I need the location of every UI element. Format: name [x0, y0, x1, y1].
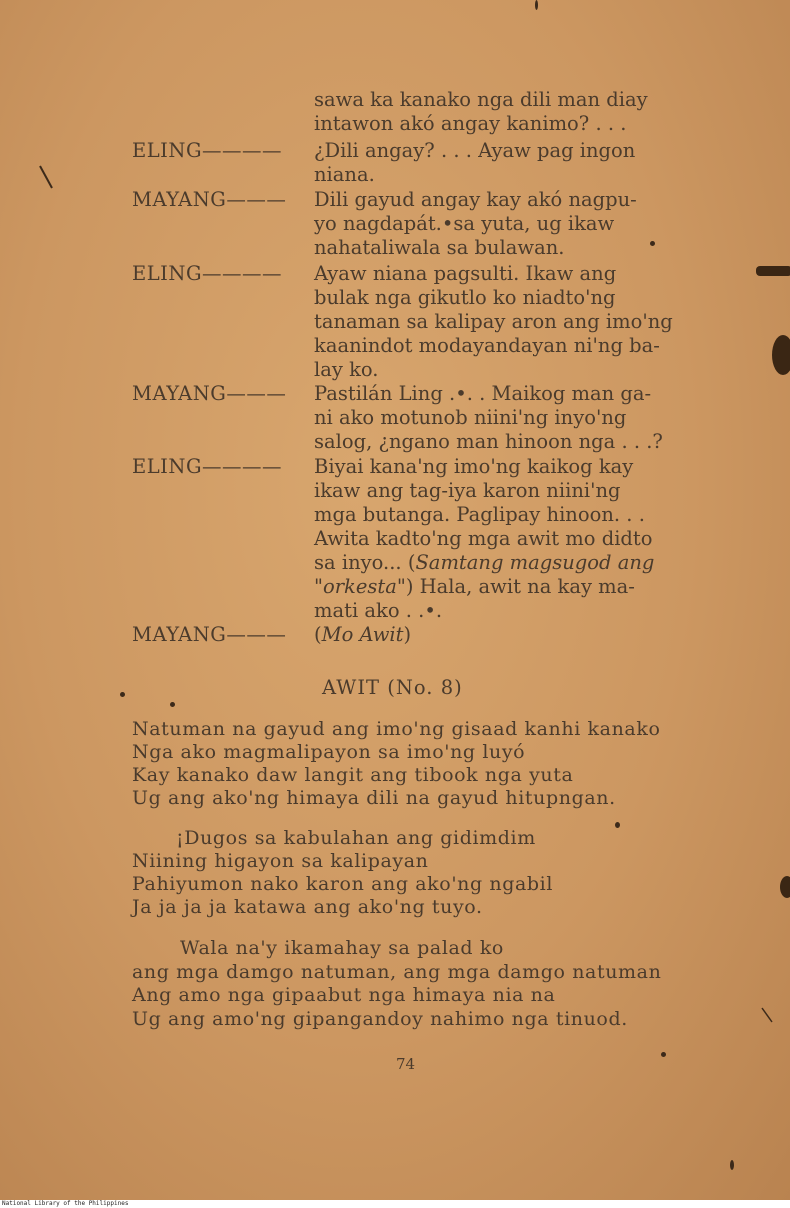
ink-speck: [730, 1160, 734, 1170]
speaker-name: ELING————: [132, 262, 283, 285]
line-text: ": [314, 575, 323, 598]
poem-line: Nga ako magmalipayon sa imo'ng luyó: [132, 741, 526, 763]
dialogue-line: Ayaw niana pagsulti. Ikaw ang: [314, 262, 617, 285]
dialogue-line: tanaman sa kalipay aron ang imo'ng: [314, 310, 673, 333]
dialogue-line: [314, 575, 635, 599]
line-text: sa inyo... (: [314, 551, 416, 574]
poem-line: Wala na'y ikamahay sa palad ko: [180, 937, 504, 959]
dialogue-line: Pastilán Ling .•. . Maikog man ga-: [314, 382, 652, 405]
ink-speck: [661, 1052, 666, 1057]
dialogue-line: [314, 551, 654, 575]
dialogue-line: mati ako . .•.: [314, 599, 443, 622]
speaker-name: MAYANG———: [132, 188, 287, 211]
dialogue-line: [314, 623, 411, 647]
footer-credit: National Library of the Philippines: [0, 1200, 790, 1208]
dialogue-line: intawon akó angay kanimo? . . .: [314, 112, 627, 135]
pencil-mark: [36, 162, 56, 192]
dialogue-line: salog, ¿ngano man hinoon nga . . .?: [314, 430, 663, 453]
ink-speck: [170, 702, 175, 707]
dialogue-line: Biyai kana'ng imo'ng kaikog kay: [314, 455, 634, 478]
dialogue-line: nahataliwala sa bulawan.: [314, 236, 565, 259]
page-number: 74: [396, 1055, 416, 1073]
stage-direction: orkesta: [322, 575, 397, 598]
ink-speck: [120, 692, 125, 697]
dialogue-line: yo nagdapát.•sa yuta, ug ikaw: [314, 212, 615, 235]
poem-line: Ja ja ja ja katawa ang ako'ng tuyo.: [132, 896, 483, 918]
line-text: (: [314, 623, 322, 646]
edge-stain: [772, 335, 790, 375]
ink-speck: [615, 822, 620, 828]
speaker-name: ELING————: [132, 455, 283, 478]
poem-line: Kay kanako daw langit ang tibook nga yuta: [132, 764, 574, 786]
line-text: ") Hala, awit na kay ma-: [396, 575, 635, 598]
speaker-name: MAYANG———: [132, 382, 287, 405]
poem-line: ang mga damgo natuman, ang mga damgo natuman: [132, 961, 662, 983]
song-title: AWIT (No. 8): [322, 676, 463, 699]
poem-line: Pahiyumon nako karon ang ako'ng ngabil: [132, 873, 554, 895]
edge-stain: [780, 876, 790, 898]
dialogue-line: lay ko.: [314, 358, 379, 381]
line-text: ): [403, 623, 412, 646]
ink-speck: [535, 0, 538, 10]
stage-direction: Mo Awit: [321, 623, 404, 646]
dialogue-line: ¿Dili angay? . . . Ayaw pag ingon: [314, 139, 636, 162]
dialogue-line: niana.: [314, 163, 375, 186]
dialogue-line: ikaw ang tag-iya karon niini'ng: [314, 479, 621, 502]
dialogue-line: bulak nga gikutlo ko niadto'ng: [314, 286, 616, 309]
speaker-name: MAYANG———: [132, 623, 287, 646]
edge-stain: [756, 266, 790, 276]
pencil-mark: [758, 1000, 778, 1026]
poem-line: Ug ang ako'ng himaya dili na gayud hitupngan.: [132, 787, 616, 809]
dialogue-line: Awita kadto'ng mga awit mo didto: [314, 527, 653, 550]
poem-line: Ang amo nga gipaabut nga himaya nia na: [132, 984, 556, 1006]
stage-direction: Samtang magsugod ang: [415, 551, 655, 574]
dialogue-line: kaanindot modayandayan ni'ng ba-: [314, 334, 660, 357]
dialogue-line: Dili gayud angay kay akó nagpu-: [314, 188, 637, 211]
dialogue-line: ni ako motunob niini'ng inyo'ng: [314, 406, 627, 429]
poem-line: ¡Dugos sa kabulahan ang gidimdim: [176, 827, 536, 849]
speaker-name: ELING————: [132, 139, 283, 162]
poem-line: Ug ang amo'ng gipangandoy nahimo nga tinuod.: [132, 1008, 628, 1030]
poem-line: Niining higayon sa kalipayan: [132, 850, 429, 872]
ink-speck: [650, 241, 655, 246]
poem-line: Natuman na gayud ang imo'ng gisaad kanhi kanako: [132, 718, 661, 740]
dialogue-line: mga butanga. Paglipay hinoon. . .: [314, 503, 645, 526]
dialogue-line: sawa ka kanako nga dili man diay: [314, 88, 648, 111]
